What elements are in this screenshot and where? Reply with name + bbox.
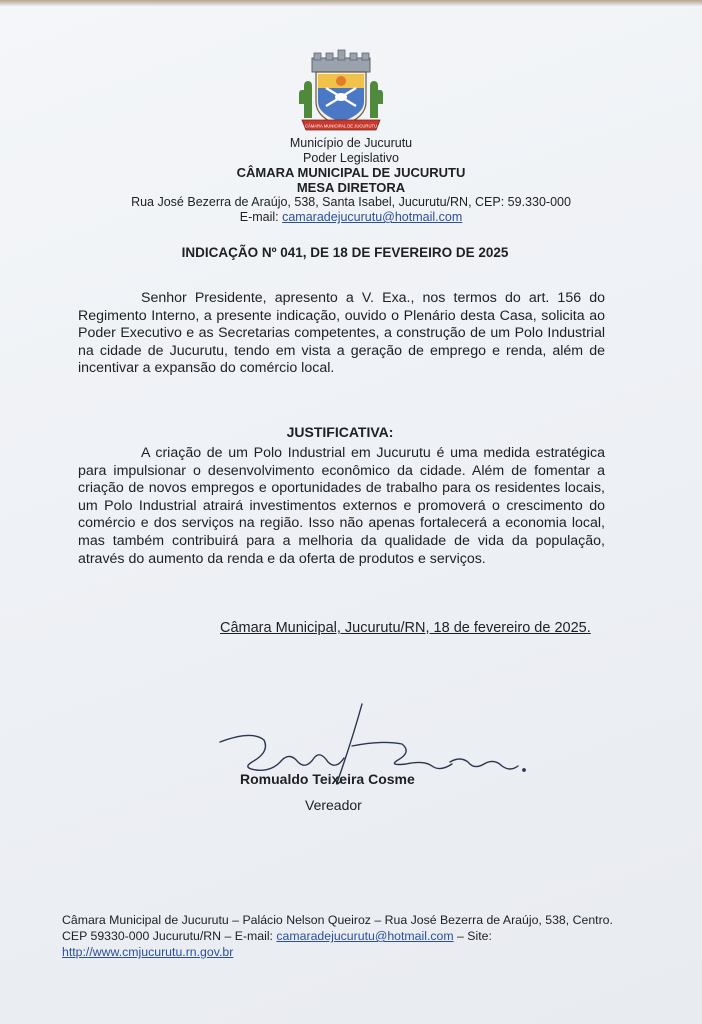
board-name: MESA DIRETORA — [296, 180, 406, 195]
chamber-name: CÂMARA MUNICIPAL DE JUCURUTU — [236, 165, 466, 180]
footer-site-link[interactable]: http://www.cmjucurutu.rn.gov.br — [62, 945, 234, 959]
emblem-ribbon-text: CÂMARA MUNICIPAL DE JUCURUTU — [304, 123, 378, 129]
indication-body: Senhor Presidente, apresento a V. Exa., nos termos do art. 156 do Regimento Interno, a presente indicação, ouvido o Plenário desta Casa, solicita ao Poder Executivo e as Secretarias competentes, a construção de um Polo Industrial na cidade de Jucurutu, tendo em vista a geração de emprego e renda, além de incentivar a expansão do comércio local. — [78, 290, 605, 377]
footer-site-label: – Site: — [453, 929, 492, 943]
header-email-label: E-mail: — [239, 210, 283, 224]
justification-body: A criação de um Polo Industrial em Jucurutu é uma medida estratégica para impulsionar o desenvolvimento econômico da cidade. Além de fomentar a criação de novos empregos e oportunidades de trabalho para os residentes locais, um Polo Industrial atrairá investimentos externos e promoverá o crescimento do comércio e dos serviços na região. Isso não apenas fortalecerá a economia local, mas também contribuirá para a melhoria da qualidade de vida da população, através do aumento da renda e da oferta de produtos e serviços. — [78, 445, 605, 567]
chamber-address: Rua José Bezerra de Araújo, 538, Santa Isabel, Jucurutu/RN, CEP: 59.330-000 — [131, 195, 571, 209]
header-email-link[interactable]: camaradejucurutu@hotmail.com — [282, 210, 463, 224]
municipal-coat-of-arms-icon — [298, 48, 384, 134]
justification-heading: JUSTIFICATIVA: — [286, 424, 394, 440]
signatory-role: Vereador — [305, 797, 362, 813]
place-and-date: Câmara Municipal, Jucurutu/RN, 18 de fevereiro de 2025. — [220, 620, 591, 636]
municipality-line: Município de Jucurutu — [289, 136, 413, 150]
footer-email-link[interactable]: camaradejucurutu@hotmail.com — [276, 929, 454, 943]
signatory-name: Romualdo Teixeira Cosme — [240, 771, 415, 787]
document-title: INDICAÇÃO Nº 041, DE 18 DE FEVEREIRO DE 2025 — [181, 245, 509, 260]
header-email-line — [0, 210, 702, 225]
page-footer — [62, 912, 622, 960]
page-edge — [0, 0, 702, 6]
legislative-branch-line: Poder Legislativo — [303, 151, 399, 165]
footer-address: Câmara Municipal de Jucurutu – Palácio Nelson Queiroz – Rua José Bezerra de Araújo, 538, Centro. CEP 59330-000 Jucurutu/RN – E-mail: — [62, 913, 613, 943]
